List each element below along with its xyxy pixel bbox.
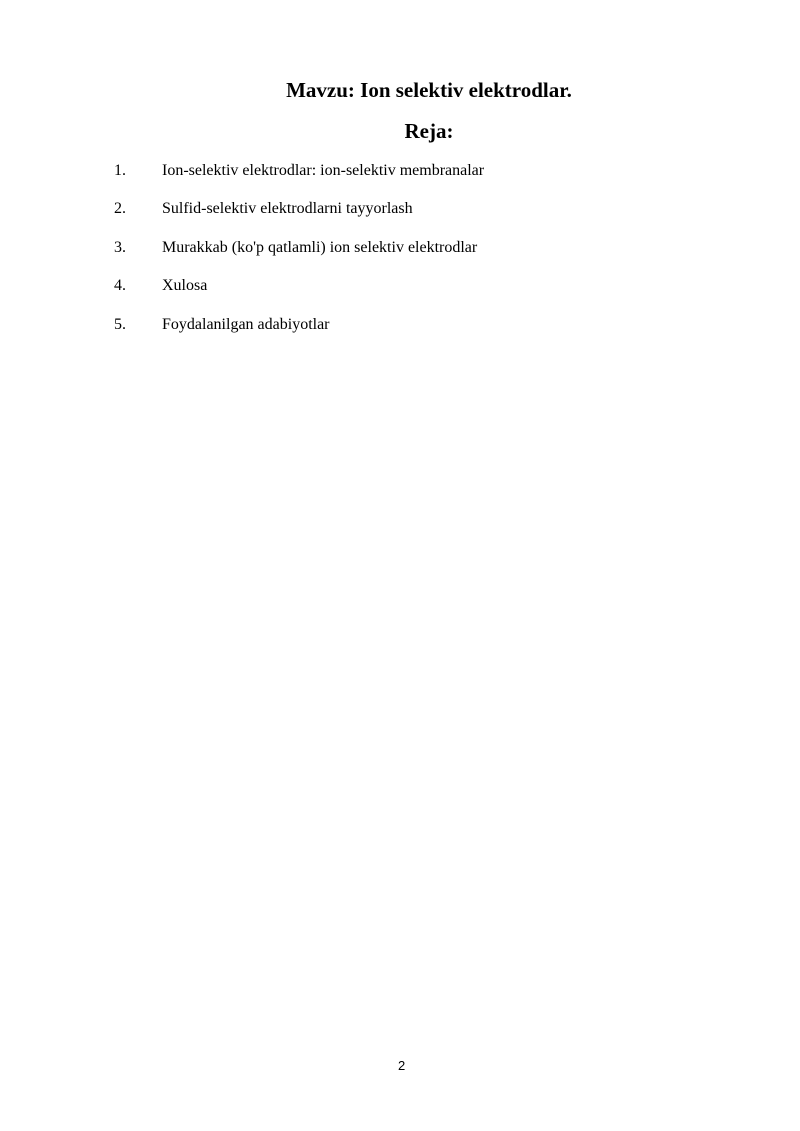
document-title: Mavzu: Ion selektiv elektrodlar. xyxy=(286,78,572,102)
plan-item-number: 4. xyxy=(114,277,126,295)
plan-item xyxy=(114,236,714,274)
plan-item xyxy=(114,159,714,197)
plan-item-text: Murakkab (ko'p qatlamli) ion selektiv elektrodlar xyxy=(162,238,478,256)
plan-item-number: 1. xyxy=(114,162,126,179)
plan-item-text: Sulfid-selektiv elektrodlarni tayyorlash xyxy=(162,200,413,218)
plan-item-text: Foydalanilgan adabiyotlar xyxy=(162,315,330,333)
plan-item-text: Xulosa xyxy=(162,277,208,295)
plan-item xyxy=(114,313,714,351)
plan-item-number: 5. xyxy=(114,315,126,333)
page-number: 2 xyxy=(398,1058,406,1073)
plan-item-number: 3. xyxy=(114,238,126,256)
plan-item xyxy=(114,274,714,312)
plan-item-text: Ion-selektiv elektrodlar: ion-selektiv membranalar xyxy=(162,162,485,179)
plan-item-number: 2. xyxy=(114,200,126,218)
plan-item xyxy=(114,197,714,235)
plan-heading: Reja: xyxy=(404,119,454,143)
plan-list xyxy=(114,159,714,351)
